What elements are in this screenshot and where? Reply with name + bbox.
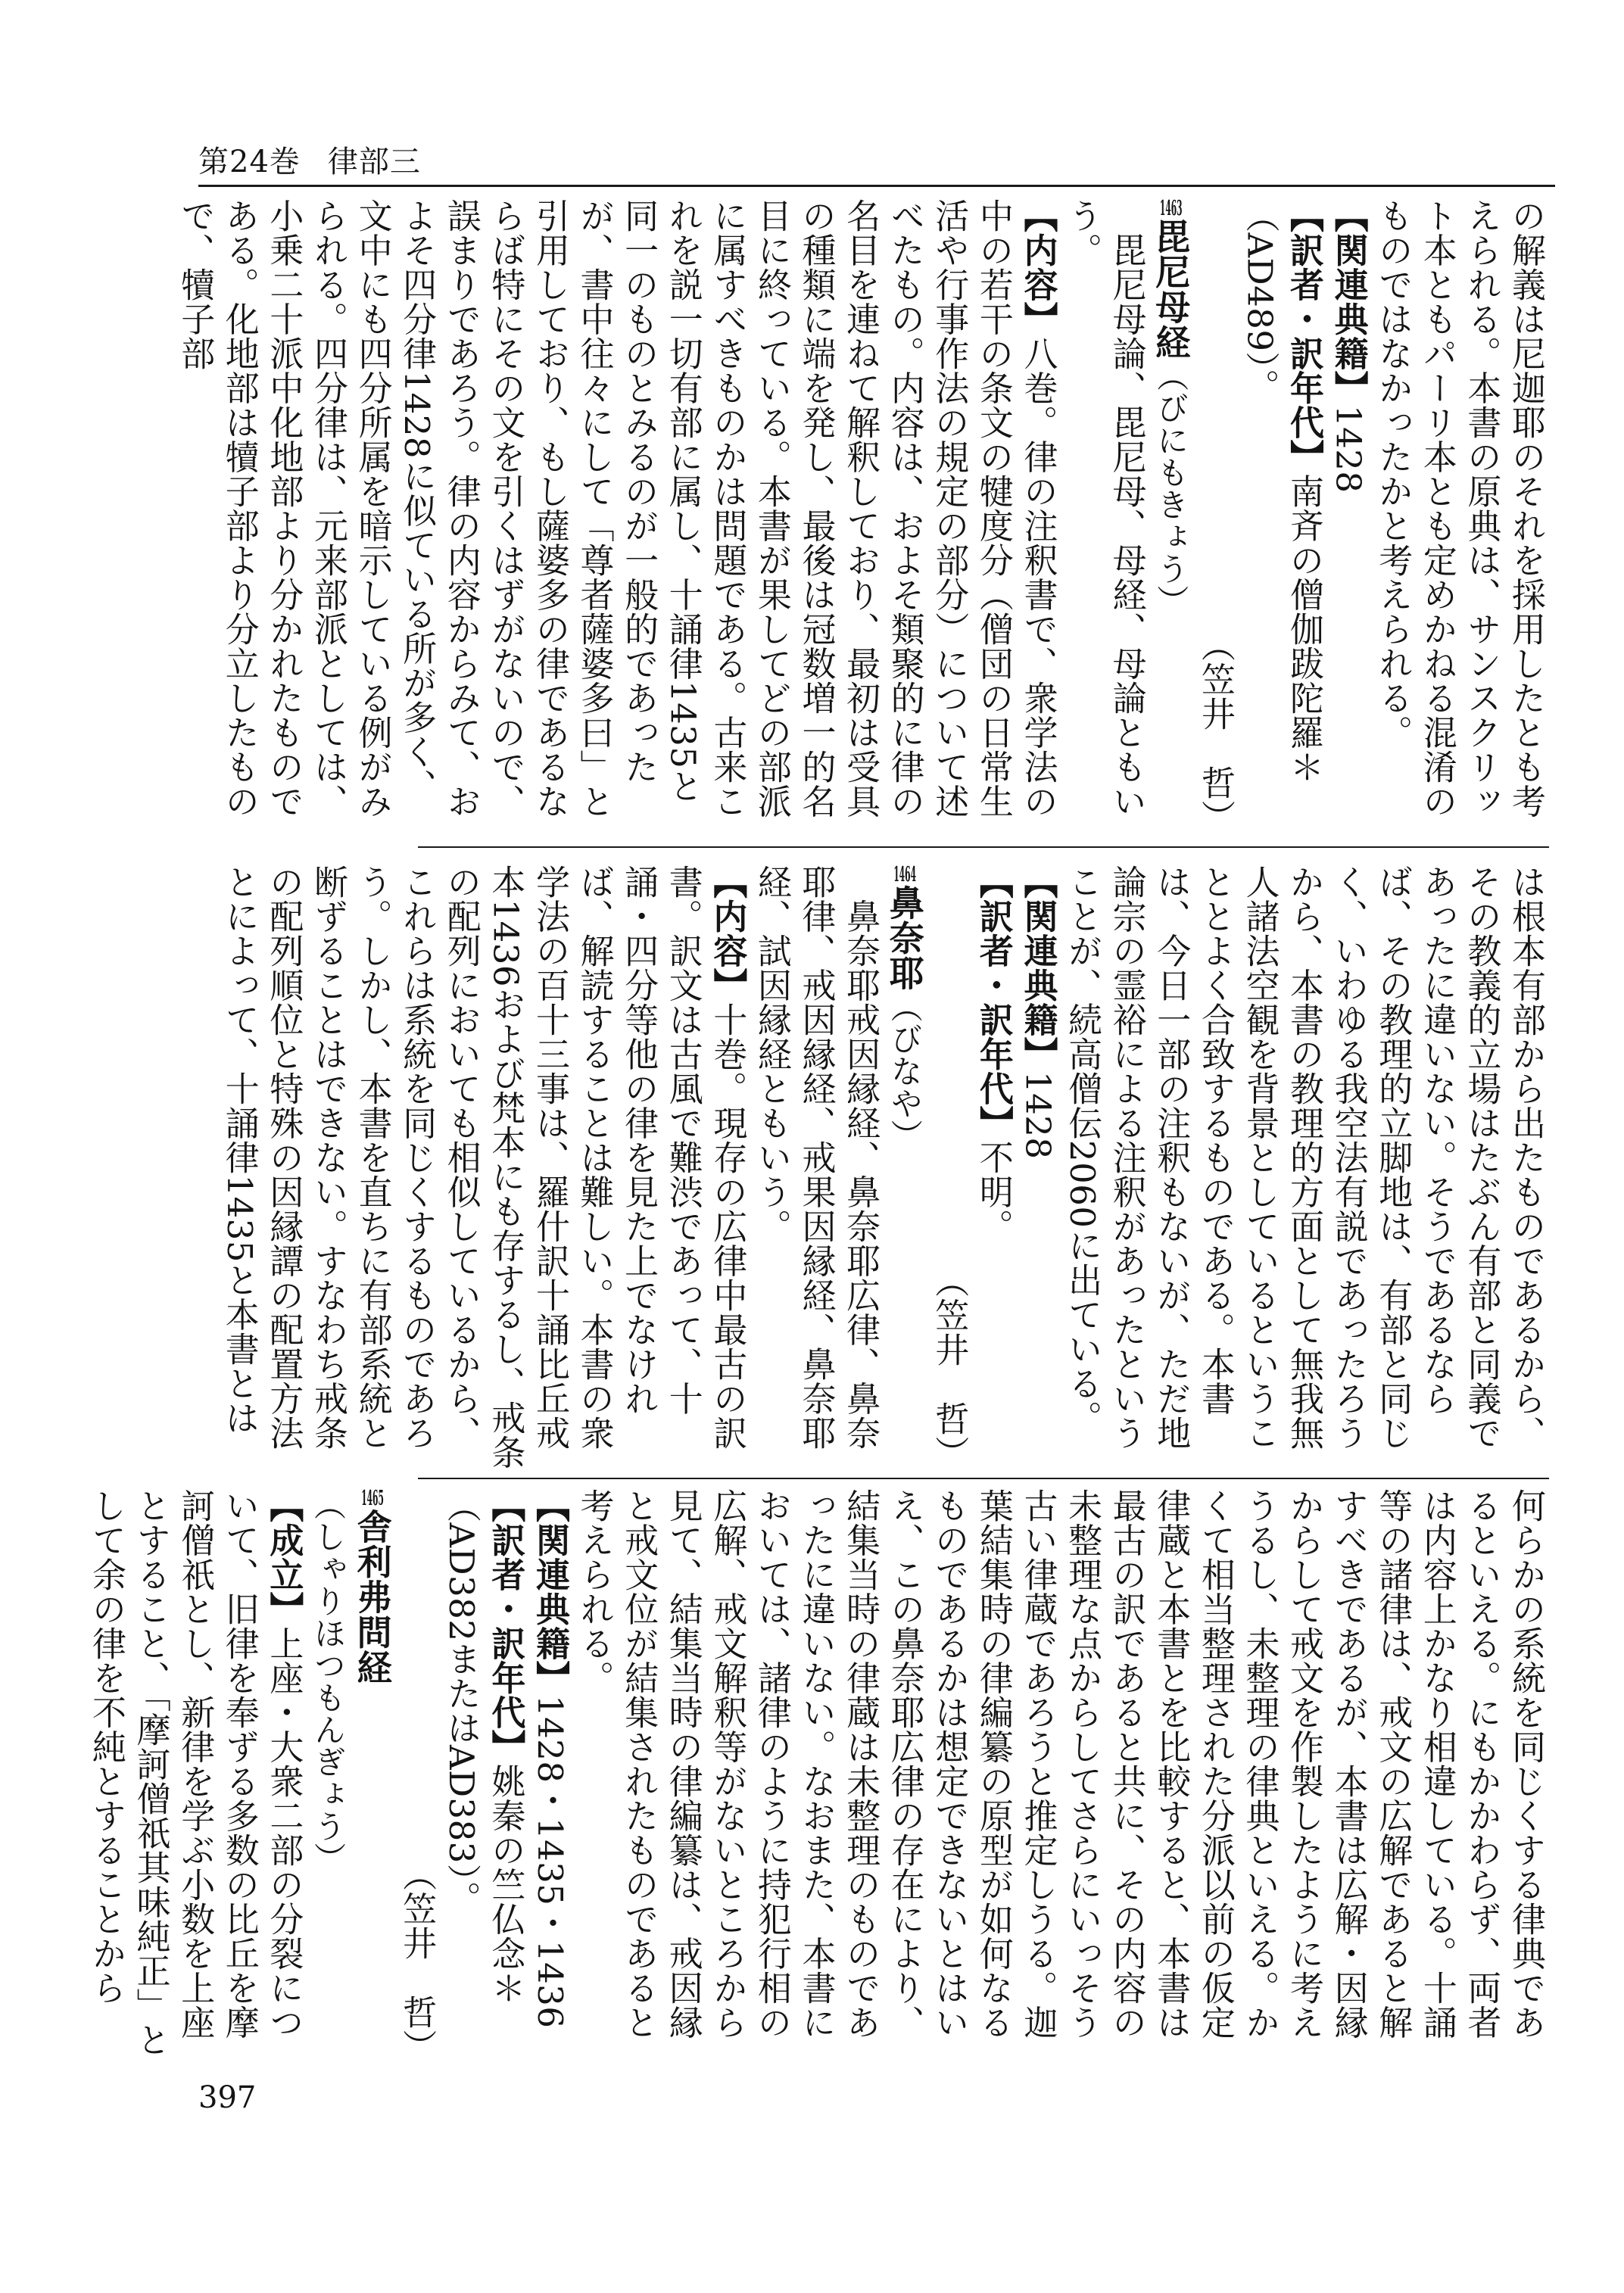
field-tag: 【訳者・訳年代】 xyxy=(973,865,1014,1140)
field-tag: 【内容】 xyxy=(707,865,748,1002)
field-text: 姚秦の竺仏念＊（AD382またはAD383）。 xyxy=(441,1488,526,2005)
entry-field xyxy=(1326,198,1370,834)
field-text: 不明。 xyxy=(973,1140,1014,1244)
text-tier-middle xyxy=(220,865,1548,1470)
author-credit: （笠井 哲） xyxy=(397,1857,438,2064)
entry-field xyxy=(971,865,1015,1470)
field-text: 1428 xyxy=(1328,405,1369,494)
entry-field xyxy=(217,865,749,1470)
field-text: 南斉の僧伽跋陀羅＊（AD489）。 xyxy=(1239,198,1325,784)
entry-field xyxy=(173,198,1060,834)
entry-field xyxy=(1237,198,1326,834)
author-credit: （笠井 哲） xyxy=(929,1263,970,1470)
body-paragraph: 鼻奈耶戒因縁経、鼻奈耶広律、鼻奈耶律、戒因縁経、戒果因縁経、鼻奈耶経、試因縁経ともいう。 xyxy=(751,865,881,1450)
entry-number: 1463 xyxy=(1159,198,1183,219)
body-paragraph: は根本有部から出たものであるから、その教義的立場はたぶん有部と同義であったに違いない。そうであるならば、その教理的立脚地は、有部と同じく、いわゆる我空法有説であったろうから、本書の教理的方面として無我無人諸法空観を背景としているということとよく合致するものである。本書は、今日一部の注釈もないが、ただ地論宗の霊裕による注釈があったということが、続高僧伝2060に出ている。 xyxy=(1062,865,1546,1450)
entry-number: 1464 xyxy=(893,865,917,885)
field-tag: 【訳者・訳年代】 xyxy=(1284,198,1325,474)
field-text: 1428 xyxy=(1018,1071,1058,1160)
section-label: 律部三 xyxy=(327,145,421,179)
entry-reading: （びにもきょう） xyxy=(1152,360,1190,617)
entry-title: 鼻奈耶 xyxy=(884,885,925,991)
field-tag: 【関連典籍】 xyxy=(529,1488,570,1695)
entry-reading: （しゃりほつもんぎょう） xyxy=(309,1488,347,1874)
body-paragraph: 何らかの系統を同じくする律典であるといえる。にもかかわらず、両者は内容上かなり相違している。十誦等の諸律は、戒文の広解であると解すべきであるが、本書は広解・因縁からして戒文を作製したように考えうるし、未整理の律典といえる。かくて相当整理された分派以前の仮定律蔵と本書とを比較すると、本書は最古の訳であると共に、その内容の未整理な点からしてさらにいっそう古い律蔵であろうと推定しうる。迦葉結集時の律編纂の原型が如何なるものであるかは想定できないとはいえ、この鼻奈耶広律の存在により、結集当時の律蔵は未整理のものであったに違いない。なおまた、本書においては、諸律のように持犯行相の広解、戒文解釈等がないところから見て、結集当時の律編纂は、戒因縁と戒文位が結集されたものであると考えられる。 xyxy=(574,1488,1546,2039)
field-text: 十巻。現存の広律中最古の訳書。訳文は古風で難渋であって、十誦・四分等他の律を見た上でなければ、解読することは難しい。本書の衆学法の百十三事は、羅什訳十誦比丘戒本1436および梵本にも存するし、戒条の配列においても相似しているから、これらは系統を同じくするものであろう。しかし、本書を直ちに有部系統と断ずることはできない。すなわち戒条の配列順位と特殊の因縁譚の配置方法とによって、十誦律1435と本書とは xyxy=(219,865,748,1470)
entry-heading xyxy=(305,1488,394,2064)
entry-title: 毘尼母経 xyxy=(1150,219,1192,360)
entry-title: 舎利弗問経 xyxy=(351,1509,393,1685)
field-tag: 【内容】 xyxy=(1018,198,1058,336)
field-text: 八巻。律の注釈書で、衆学法の中の若干の条文の犍度分（僧団の日常生活や行事作法の規定の部分）について述べたもの。内容は、およそ類聚的に律の名目を連ねて解釈しており、最初は受具の種類に端を発し、最後は冠数増一的名目に終っている。本書が果してどの部派に属すべきものかは問題である。古来これを説一切有部に属し、十誦律1435と同一のものとみるのが一般的であったが、書中往々にして「尊者薩婆多曰」と引用しており、もし薩婆多の律であるならば特にその文を引くはずがないので、誤まりであろう。律の内容からみて、およそ四分律1428に似ている所が多く、文中にも四分所属を暗示している例がみられる。四分律は、元来部派としては、小乗二十派中化地部より分かれたものである。化地部は犢子部より分立したもので、犢子部 xyxy=(175,198,1058,818)
entry-field xyxy=(438,1488,527,2064)
field-tag: 【訳者・訳年代】 xyxy=(485,1488,526,1764)
field-tag: 【関連典籍】 xyxy=(1018,865,1058,1071)
tier-divider xyxy=(418,1478,1549,1479)
field-text: 上座・大衆二部の分裂について、旧律を奉ずる多数の比丘を摩訶僧祇とし、新律を学ぶ小数を上座とすること、「摩訶僧祇其味純正」として余の律を不純とすることから xyxy=(86,1488,304,2057)
running-head xyxy=(198,138,421,181)
text-tier-bottom xyxy=(86,1488,1548,2064)
field-tag: 【成立】 xyxy=(263,1488,304,1626)
entry-field xyxy=(1015,865,1060,1470)
author-credit: （笠井 哲） xyxy=(1195,628,1236,834)
body-paragraph: 毘尼母論、毘尼母、母経、母論ともいう。 xyxy=(1062,198,1147,818)
entry-heading xyxy=(882,865,927,1470)
text-tier-top xyxy=(175,198,1548,834)
body-paragraph: の解義は尼迦耶のそれを採用したとも考えられる。本書の原典は、サンスクリット本ともパーリ本とも定めかねる混淆のものではなかったかと考えられる。 xyxy=(1373,198,1546,818)
entry-field xyxy=(83,1488,305,2064)
entry-heading xyxy=(1149,198,1193,834)
entry-reading: （びなや） xyxy=(886,990,924,1151)
entry-field xyxy=(527,1488,572,2064)
volume-label: 第24巻 xyxy=(198,145,301,179)
header-rule xyxy=(198,185,1555,187)
entry-number: 1465 xyxy=(361,1488,384,1509)
tier-divider xyxy=(418,846,1549,848)
field-tag: 【関連典籍】 xyxy=(1328,198,1369,405)
field-text: 1428・1435・1436 xyxy=(529,1695,570,2029)
page-number: 397 xyxy=(198,2080,257,2115)
